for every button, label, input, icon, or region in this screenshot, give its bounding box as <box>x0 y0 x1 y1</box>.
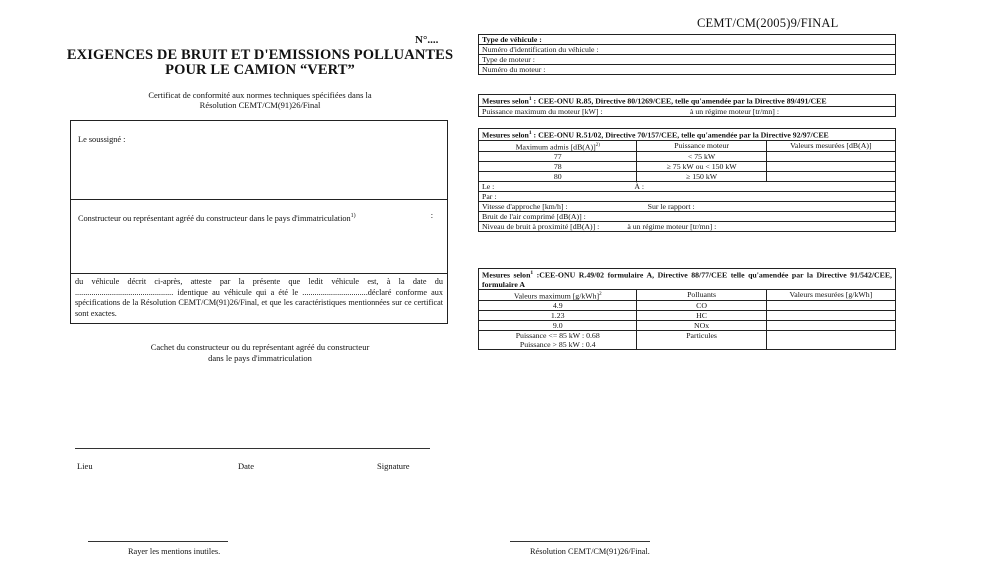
table-row <box>479 65 896 75</box>
table-cell: 78 <box>479 162 637 172</box>
power-measurement-header <box>479 95 896 107</box>
signature-label: Signature <box>377 461 410 471</box>
vehicle-id-field[interactable]: Numéro du moteur : <box>479 65 896 75</box>
attestation-box <box>70 273 448 324</box>
emissions-table <box>478 268 896 350</box>
column-header-text: Maximum admis [dB(A)] <box>515 142 596 152</box>
approach-speed-label: Vitesse d'approche [km/h] : <box>482 202 568 212</box>
table-row <box>479 331 896 350</box>
vehicle-id-field[interactable]: Type de moteur : <box>479 55 896 65</box>
signatory-box[interactable] <box>70 120 448 200</box>
vehicle-id-table <box>478 34 896 75</box>
subtitle-line-1: Certificat de conformité aux normes techniques spécifiées dans la <box>148 90 372 100</box>
particles-limit-high: Puissance > 85 kW : 0.4 <box>519 340 596 350</box>
column-header <box>479 140 637 152</box>
vehicle-id-field[interactable]: Numéro d'identification du véhicule : <box>479 45 896 55</box>
table-row <box>479 172 896 182</box>
table-row <box>479 222 896 232</box>
measured-value-field[interactable] <box>766 311 895 321</box>
manufacturer-box[interactable] <box>70 199 448 274</box>
certificate-number-label: N°.... <box>415 34 439 46</box>
place-label: À : <box>634 182 645 192</box>
table-cell: CO <box>637 301 766 311</box>
footnote-marker: 1 <box>528 96 532 102</box>
table-row <box>479 182 896 192</box>
table-row <box>479 95 896 107</box>
noise-table <box>478 128 896 232</box>
table-cell: HC <box>637 311 766 321</box>
power-measurement-table <box>478 94 896 117</box>
vehicle-id-field[interactable]: Type de véhicule : <box>479 35 896 45</box>
table-cell: 77 <box>479 152 637 162</box>
engine-speed-field[interactable]: à un régime moteur [tr/mn] : <box>687 106 896 116</box>
footer-text: Résolution CEMT/CM(91)26/Final. <box>530 547 650 556</box>
compressed-air-field[interactable]: Bruit de l'air comprimé [dB(A)] : <box>479 212 896 222</box>
max-power-field[interactable]: Puissance maximum du moteur [kW] : <box>479 106 688 116</box>
right-page <box>482 0 980 580</box>
measured-value-field[interactable] <box>766 162 895 172</box>
particles-limit-low: Puissance <= 85 kW : 0.68 <box>515 331 600 341</box>
table-cell: 80 <box>479 172 637 182</box>
footnote-separator <box>88 541 228 542</box>
table-cell: ≥ 75 kW ou < 150 kW <box>637 162 766 172</box>
stamp-caption <box>110 342 410 363</box>
table-row <box>479 162 896 172</box>
manufacturer-label-text: Constructeur ou représentant agréé du constructeur dans le pays d'immatriculation <box>78 213 351 223</box>
footnote-marker: 1 <box>530 270 534 276</box>
table-row <box>479 311 896 321</box>
table-row <box>479 129 896 141</box>
table-cell: 9.0 <box>479 321 637 331</box>
stamp-caption-line-2: dans le pays d'immatriculation <box>208 352 312 363</box>
engine-speed-label: à un régime moteur [tr/mn] : <box>627 222 717 232</box>
proximity-noise-field[interactable] <box>479 222 896 232</box>
approach-speed-field[interactable] <box>479 202 896 212</box>
footnote-marker: 2) <box>595 142 600 148</box>
date-label: Le : <box>482 182 495 192</box>
title-line-2: POUR LE CAMION “VERT” <box>165 62 355 78</box>
table-cell: ≥ 150 kW <box>637 172 766 182</box>
column-header-text: Valeurs maximum [g/kWh] <box>513 291 600 301</box>
particles-limit-cell <box>479 331 637 350</box>
noise-header <box>479 129 896 141</box>
measured-value-field[interactable] <box>766 301 895 311</box>
page-title <box>60 48 460 78</box>
table-row <box>479 321 896 331</box>
measured-value-field[interactable] <box>766 152 895 162</box>
table-row <box>479 152 896 162</box>
signature-line <box>75 448 430 449</box>
table-row <box>479 269 896 290</box>
column-header: Polluants <box>637 289 766 301</box>
document-reference: CEMT/CM(2005)9/FINAL <box>697 16 839 30</box>
title-line-1: EXIGENCES DE BRUIT ET D'EMISSIONS POLLUANTES <box>66 47 454 63</box>
table-row <box>479 106 896 116</box>
table-row <box>479 301 896 311</box>
manufacturer-label <box>78 211 433 224</box>
measured-value-field[interactable] <box>766 172 895 182</box>
header-text-rest: : CEE-ONU R.51/02, Directive 70/157/CEE, telle qu'amendée par la Directive 92/97/CEE <box>531 130 829 140</box>
footnote-marker: 2 <box>599 291 602 297</box>
emissions-header <box>479 269 896 290</box>
footnote-marker: 1 <box>528 130 532 136</box>
table-row <box>479 202 896 212</box>
header-text-rest: :CEE-ONU R.49/02 formulaire A, Directive 88/77/CEE telle qu'amendée par la Directive 91/542/CEE, formulaire A <box>482 270 892 289</box>
header-text: Mesures selon <box>482 96 529 106</box>
column-header: Valeurs mesurées [g/kWh] <box>766 289 895 301</box>
column-header: Puissance moteur <box>637 140 766 152</box>
table-header-row <box>479 140 896 152</box>
table-row <box>479 192 896 202</box>
table-row <box>479 55 896 65</box>
proximity-noise-label: Niveau de bruit à proximité [dB(A)] : <box>482 222 600 232</box>
table-row <box>479 35 896 45</box>
table-header-row <box>479 289 896 301</box>
footer-separator <box>510 541 650 542</box>
table-row <box>479 45 896 55</box>
date-place-field[interactable] <box>479 182 896 192</box>
header-text: Mesures selon <box>482 270 531 280</box>
table-cell: 4.9 <box>479 301 637 311</box>
table-cell: 1.23 <box>479 311 637 321</box>
gear-label: Sur le rapport : <box>647 202 695 212</box>
date-label: Date <box>238 461 255 471</box>
table-cell: NOx <box>637 321 766 331</box>
table-row <box>479 212 896 222</box>
subtitle-line-2: Résolution CEMT/CM(91)26/Final <box>199 100 321 110</box>
left-page <box>0 0 490 580</box>
particles-label: Particules <box>637 331 766 350</box>
stamp-caption-line-1: Cachet du constructeur ou du représentant agréé du constructeur <box>150 342 370 352</box>
manufacturer-colon: : <box>430 211 433 220</box>
footnote-marker: 1) <box>350 213 356 219</box>
footnote-text: Rayer les mentions inutiles. <box>128 547 221 556</box>
header-text: Mesures selon <box>482 130 529 140</box>
table-cell: < 75 kW <box>637 152 766 162</box>
measured-value-field[interactable] <box>766 321 895 331</box>
column-header: Valeurs mesurées [dB(A)] <box>766 140 895 152</box>
by-field[interactable]: Par : <box>479 192 896 202</box>
certificate-subtitle <box>90 90 430 110</box>
signatory-label: Le soussigné : <box>78 135 126 144</box>
column-header <box>479 289 637 301</box>
attestation-text: du véhicule décrit ci-après, atteste par la présente que ledit véhicule est, à la date du ................................................ identique au véhicule qui a été le ................................déclaré conforme aux spécifications de la Résolution CEMT/CM(91)26/Final, et que les caractéristiques mentionnées sur ce certificat sont exactes. <box>75 277 443 318</box>
particles-measured-field[interactable] <box>766 331 895 350</box>
place-label: Lieu <box>77 461 93 471</box>
header-text-rest: : CEE-ONU R.85, Directive 80/1269/CEE, telle qu'amendée par la Directive 89/491/CEE <box>531 96 827 106</box>
